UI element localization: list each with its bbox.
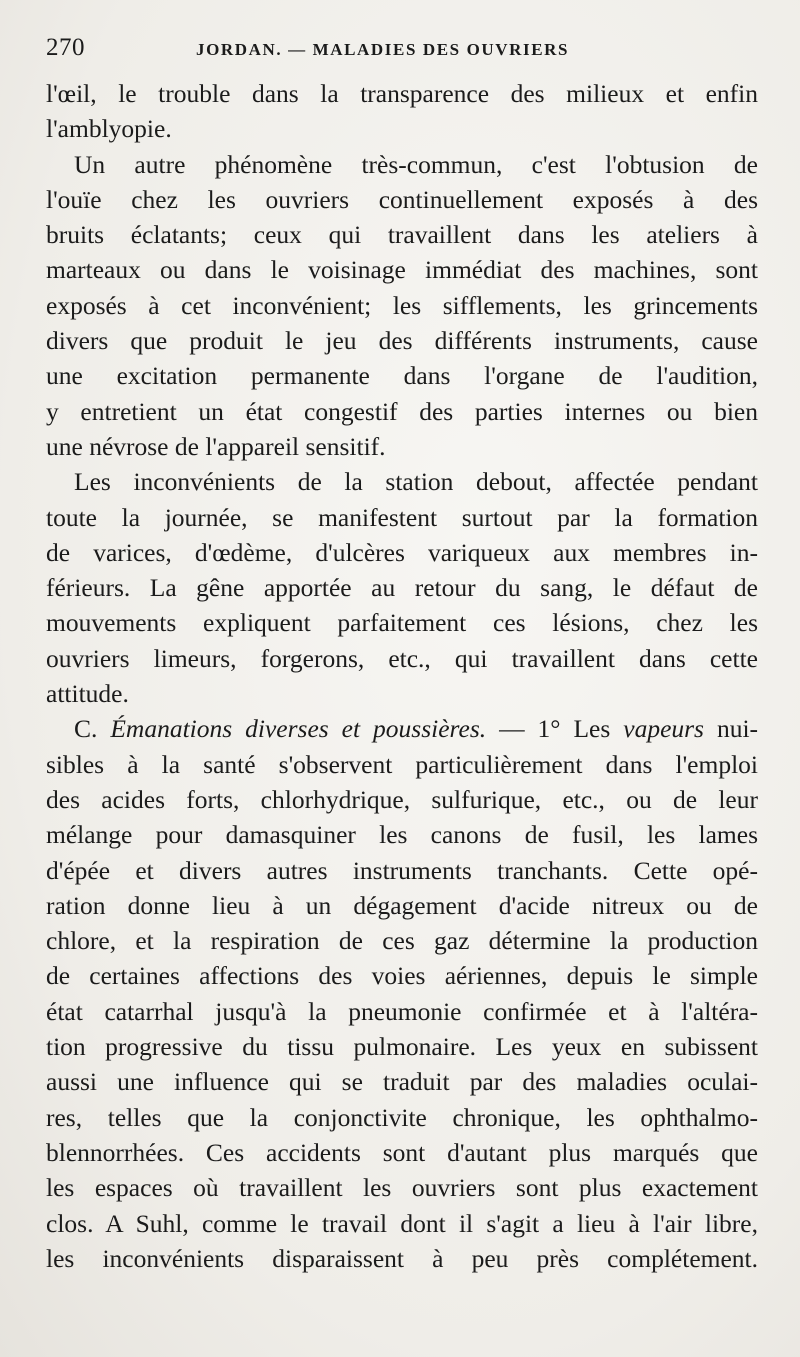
running-head: JORDAN. — MALADIES DES OUVRIERS <box>196 40 570 59</box>
text-line: une névrose de l'appareil sensitif. <box>46 431 386 461</box>
first-line-end: nui- <box>703 714 759 744</box>
paragraph-1 <box>46 76 758 147</box>
text-line: l'ouïe chez les ouvriers continuellement exposés à des <box>46 184 758 214</box>
text-line: exposés à cet inconvénient; les sifflements, les grincements <box>46 290 758 320</box>
text-line: l'amblyopie. <box>46 114 172 144</box>
page-header <box>46 34 760 74</box>
text-line: l'œil, le trouble dans la transparence des milieux et enfin <box>46 79 758 108</box>
text-line: clos. A Suhl, comme le travail dont il s'agit a lieu à l'air libre, <box>46 1208 758 1238</box>
paragraph-2 <box>46 147 758 465</box>
text-line: ration donne lieu à un dégagement d'acide nitreux ou de <box>46 890 758 920</box>
page-number: 270 <box>46 34 85 61</box>
first-line-text: — 1° Les <box>486 714 624 744</box>
text-line: les inconvénients disparaissent à peu près complétement. <box>46 1243 758 1273</box>
text-line: y entretient un état congestif des parties internes ou bien <box>46 396 758 426</box>
text-line: res, telles que la conjonctivite chronique, les ophthalmo- <box>46 1102 758 1132</box>
text-line: toute la journée, se manifestent surtout par la formation <box>46 502 758 532</box>
section-mark: C. <box>74 714 98 744</box>
text-line: des acides forts, chlorhydrique, sulfurique, etc., ou de leur <box>46 784 758 814</box>
text-line: état catarrhal jusqu'à la pneumonie confirmée et à l'altéra- <box>46 996 758 1026</box>
text-line: de certaines affections des voies aériennes, depuis le simple <box>46 961 758 991</box>
text-line: sibles à la santé s'observent particulièrement dans l'emploi <box>46 749 758 779</box>
section-title: Émanations diverses et poussières. <box>110 714 487 744</box>
text-line: une excitation permanente dans l'organe de l'audition, <box>46 361 758 391</box>
text-line: mélange pour damasquiner les canons de fusil, les lames <box>46 820 758 850</box>
text-line: d'épée et divers autres instruments tranchants. Cette opé- <box>46 855 758 885</box>
text-line: les espaces où travaillent les ouvriers sont plus exactement <box>46 1173 758 1203</box>
body-text <box>46 76 758 1276</box>
section-heading-line <box>46 711 758 746</box>
text-line: blennorrhées. Ces accidents sont d'autant plus marqués que <box>46 1137 758 1167</box>
text-line: tion progressive du tissu pulmonaire. Les yeux en subissent <box>46 1032 758 1062</box>
text-line: férieurs. La gêne apportée au retour du sang, le défaut de <box>46 573 758 603</box>
italic-term: vapeurs <box>623 714 704 744</box>
text-line: marteaux ou dans le voisinage immédiat des machines, sont <box>46 255 758 285</box>
text-line: divers que produit le jeu des différents instruments, cause <box>46 326 758 356</box>
text-line: mouvements expliquent parfaitement ces lésions, chez les <box>46 608 758 638</box>
text-line: chlore, et la respiration de ces gaz détermine la production <box>46 926 758 956</box>
paragraph-3 <box>46 464 758 711</box>
text-line: Les inconvénients de la station debout, affectée pendant <box>74 467 758 497</box>
text-line: bruits éclatants; ceux qui travaillent dans les ateliers à <box>46 220 758 250</box>
paragraph-4 <box>46 711 758 1276</box>
text-line: ouvriers limeurs, forgerons, etc., qui travaillent dans cette <box>46 643 758 673</box>
text-line: Un autre phénomène très-commun, c'est l'obtusion de <box>74 149 758 179</box>
text-line: de varices, d'œdème, d'ulcères variqueux aux membres in- <box>46 537 758 567</box>
text-line: attitude. <box>46 679 129 709</box>
text-line: aussi une influence qui se traduit par des maladies oculai- <box>46 1067 758 1097</box>
